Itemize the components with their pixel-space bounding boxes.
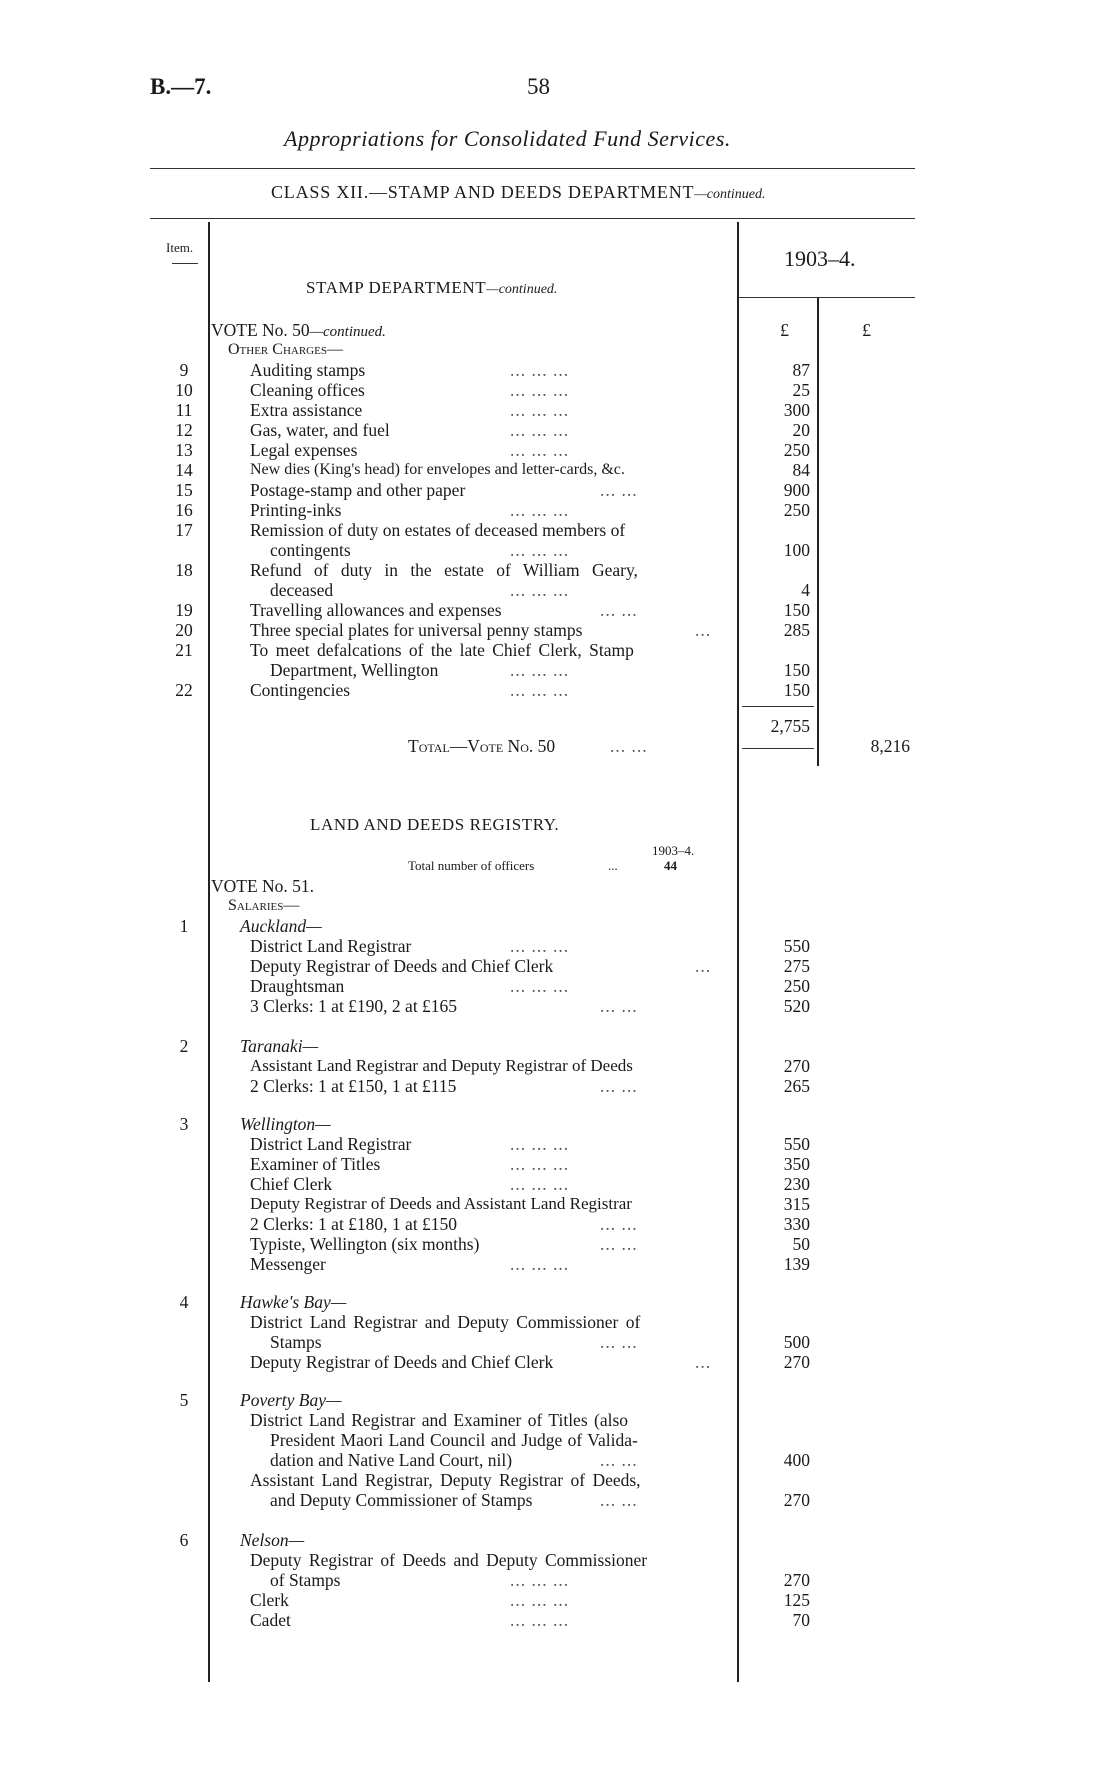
item-label: Gas, water, and fuel [250, 420, 390, 440]
salary-row [0, 1490, 1114, 1510]
leader-dots: ... ... ... [510, 976, 570, 996]
item-number: 3 [179, 1114, 189, 1134]
region-row [0, 1390, 1114, 1410]
leader-dots: ... ... [600, 480, 638, 500]
salary-label: District Land Registrar and Examiner of Titles (also [250, 1410, 629, 1430]
item-number: 15 [175, 480, 193, 500]
region-row [0, 1530, 1114, 1550]
region-name: Poverty Bay— [240, 1390, 342, 1410]
region-row [0, 916, 1114, 936]
salary-row [0, 1056, 1114, 1076]
stamp-subtotal: 2,755 [770, 716, 810, 736]
item-number: 14 [175, 460, 193, 480]
item-number: 16 [175, 500, 193, 520]
salary-amount: 550 [783, 1134, 810, 1154]
officers-count: 44 [664, 858, 677, 873]
currency-left: £ [780, 320, 789, 340]
item-number: 6 [179, 1530, 189, 1550]
salary-label: Draughtsman [250, 976, 345, 996]
item-label: Printing-inks [250, 500, 342, 520]
region-row [0, 1114, 1114, 1134]
item-label: Cleaning offices [250, 380, 365, 400]
salary-label: 3 Clerks: 1 at £190, 2 at £165 [250, 996, 458, 1016]
leader-dots: ... [695, 956, 712, 976]
currency-right: £ [862, 320, 871, 340]
officers-dots: ... [608, 858, 618, 873]
vote-50-total: 8,216 [870, 736, 910, 756]
region-name: Auckland— [240, 916, 322, 936]
item-amount: 250 [783, 440, 810, 460]
year-column-header: 1903–4. [784, 246, 856, 271]
item-label: Legal expenses [250, 440, 358, 460]
item-amount: 20 [792, 420, 810, 440]
stamp-item-row [0, 480, 1114, 500]
salary-amount: 275 [783, 956, 810, 976]
officers-year: 1903–4. [652, 843, 695, 858]
salary-row [0, 1076, 1114, 1096]
item-number: 22 [175, 680, 193, 700]
region-name: Taranaki— [240, 1036, 319, 1056]
salary-label: District Land Registrar [250, 1134, 412, 1154]
stamp-item-row [0, 380, 1114, 400]
item-amount: 25 [792, 380, 810, 400]
salary-label: Deputy Registrar of Deeds and Chief Clerk [250, 956, 554, 976]
salary-label: Typiste, Wellington (six months) [250, 1234, 480, 1254]
leader-dots: ... [695, 1352, 712, 1372]
salary-label: Messenger [250, 1254, 326, 1274]
salary-label: 2 Clerks: 1 at £150, 1 at £115 [250, 1076, 457, 1096]
salary-label: President Maori Land Council and Judge of Valida- [270, 1430, 638, 1450]
year-header-rule [737, 297, 915, 298]
page-title: Appropriations for Consolidated Fund Services. [284, 126, 731, 151]
salary-amount: 270 [783, 1570, 810, 1590]
stamp-item-row [0, 520, 1114, 540]
item-number: 4 [179, 1292, 189, 1312]
item-number: 1 [179, 916, 189, 936]
region-row [0, 1036, 1114, 1056]
salary-label: District Land Registrar [250, 936, 412, 956]
leader-dots: ... ... ... [510, 360, 570, 380]
salary-row [0, 1154, 1114, 1174]
item-header-underline [172, 263, 198, 264]
item-number: 11 [175, 400, 193, 420]
salary-label: of Stamps [270, 1570, 341, 1590]
stamp-item-row [0, 640, 1114, 660]
item-number: 10 [175, 380, 193, 400]
leader-dots: ... ... [600, 1450, 638, 1470]
leader-dots: ... ... ... [510, 936, 570, 956]
salary-amount: 50 [792, 1234, 810, 1254]
salary-row [0, 976, 1114, 996]
vote-50-row [0, 320, 1114, 340]
item-amount: 87 [792, 360, 810, 380]
salary-row [0, 1312, 1114, 1332]
region-name: Wellington— [240, 1114, 331, 1134]
item-label: Remission of duty on estates of deceased members of [250, 520, 626, 540]
land-section-heading: LAND AND DEEDS REGISTRY. [310, 815, 560, 834]
title-rule [150, 168, 915, 169]
leader-dots: ... ... [600, 996, 638, 1016]
table-top-rule [150, 218, 915, 219]
item-amount: 4 [801, 580, 810, 600]
item-number: 9 [179, 360, 189, 380]
item-number: 19 [175, 600, 193, 620]
item-number: 18 [175, 560, 193, 580]
vote-51-label: VOTE No. 51. [211, 876, 315, 896]
salary-row [0, 1332, 1114, 1352]
salary-amount: 270 [783, 1490, 810, 1510]
page-number: 58 [527, 74, 550, 99]
salary-row [0, 1134, 1114, 1154]
salary-row [0, 1352, 1114, 1372]
salary-label: Deputy Registrar of Deeds and Deputy Commissioner [250, 1550, 648, 1570]
salary-label: Assistant Land Registrar and Deputy Registrar of Deeds [250, 1056, 633, 1075]
leader-dots: ... ... [600, 1214, 638, 1234]
salary-amount: 125 [783, 1590, 810, 1610]
item-amount: 100 [783, 540, 810, 560]
leader-dots: ... ... ... [510, 1174, 570, 1194]
salary-label: and Deputy Commissioner of Stamps [270, 1490, 533, 1510]
stamp-heading-suffix: —continued. [486, 282, 558, 297]
item-column-header: Item. [166, 240, 194, 255]
salaries-row [0, 896, 1114, 916]
leader-dots: ... ... [610, 736, 648, 756]
salary-label: Examiner of Titles [250, 1154, 381, 1174]
item-label-continued: Department, Wellington [270, 660, 439, 680]
leader-dots: ... ... [600, 1332, 638, 1352]
class-heading-suffix: —continued. [694, 187, 766, 202]
leader-dots: ... ... ... [510, 420, 570, 440]
salary-label: Chief Clerk [250, 1174, 333, 1194]
leader-dots: ... ... ... [510, 660, 570, 680]
salary-amount: 230 [783, 1174, 810, 1194]
region-name: Nelson— [240, 1530, 305, 1550]
leader-dots: ... ... ... [510, 680, 570, 700]
item-label-continued: deceased [270, 580, 334, 600]
salary-row [0, 1430, 1114, 1450]
salary-label: dation and Native Land Court, nil) [270, 1450, 513, 1470]
leader-dots: ... ... ... [510, 1610, 570, 1630]
leader-dots: ... ... ... [510, 1154, 570, 1174]
salary-label: Stamps [270, 1332, 322, 1352]
stamp-heading-text: STAMP DEPARTMENT [306, 278, 487, 297]
other-charges-row [0, 340, 1114, 360]
region-name: Hawke's Bay— [240, 1292, 347, 1312]
salary-amount: 270 [783, 1352, 810, 1372]
item-label-continued: contingents [270, 540, 351, 560]
salary-amount: 520 [783, 996, 810, 1016]
salary-row [0, 1610, 1114, 1630]
salary-row [0, 1590, 1114, 1610]
item-amount: 150 [783, 680, 810, 700]
item-label: New dies (King's head) for envelopes and letter-cards, &c. [250, 461, 625, 478]
salary-row [0, 996, 1114, 1016]
item-label: Contingencies [250, 680, 351, 700]
item-amount: 150 [783, 660, 810, 680]
leader-dots: ... ... ... [510, 580, 570, 600]
item-amount: 300 [783, 400, 810, 420]
salary-row [0, 1254, 1114, 1274]
salary-label: Deputy Registrar of Deeds and Assistant Land Registrar [250, 1194, 632, 1213]
leader-dots: ... [695, 620, 712, 640]
item-number: 12 [175, 420, 193, 440]
item-number: 17 [175, 520, 193, 540]
salary-amount: 400 [783, 1450, 810, 1470]
item-label: Travelling allowances and expenses [250, 600, 502, 620]
salary-amount: 139 [783, 1254, 810, 1274]
item-amount: 250 [783, 500, 810, 520]
item-number: 21 [175, 640, 193, 660]
salary-label: Clerk [250, 1590, 289, 1610]
class-heading [271, 182, 765, 203]
leader-dots: ... ... ... [510, 500, 570, 520]
item-number: 20 [175, 620, 193, 640]
vote-50-text: VOTE No. 50 [211, 320, 310, 340]
item-amount: 285 [783, 620, 810, 640]
stamp-item-row [0, 500, 1114, 520]
salary-row [0, 1194, 1114, 1214]
salary-row [0, 1470, 1114, 1490]
item-number: 2 [179, 1036, 189, 1056]
salary-amount: 315 [783, 1194, 810, 1214]
salary-amount: 265 [783, 1076, 810, 1096]
salary-row [0, 1570, 1114, 1590]
stamp-item-row [0, 420, 1114, 440]
item-label: Three special plates for universal penny stamps [250, 620, 583, 640]
leader-dots: ... ... ... [510, 440, 570, 460]
salary-amount: 350 [783, 1154, 810, 1174]
stamp-item-row [0, 620, 1114, 640]
salary-amount: 330 [783, 1214, 810, 1234]
leader-dots: ... ... [600, 1076, 638, 1096]
stamp-item-row [0, 460, 1114, 480]
stamp-item-row-continued [0, 660, 1114, 680]
item-label: Extra assistance [250, 400, 363, 420]
vote-50-label [211, 320, 386, 342]
leader-dots: ... ... ... [510, 380, 570, 400]
stamp-item-row-continued [0, 540, 1114, 560]
salary-amount: 70 [792, 1610, 810, 1630]
subtotal-rule [742, 706, 814, 707]
leader-dots: ... ... ... [510, 1254, 570, 1274]
salary-row [0, 936, 1114, 956]
officers-label: Total number of officers [408, 858, 535, 873]
leader-dots: ... ... ... [510, 1134, 570, 1154]
vote-50-suffix: —continued. [309, 324, 386, 340]
salary-row [0, 1450, 1114, 1470]
salary-row [0, 1174, 1114, 1194]
stamp-item-row [0, 680, 1114, 700]
leader-dots: ... ... ... [510, 1590, 570, 1610]
stamp-item-row-continued [0, 580, 1114, 600]
stamp-item-row [0, 600, 1114, 620]
salary-row [0, 1410, 1114, 1430]
item-amount: 150 [783, 600, 810, 620]
salary-amount: 550 [783, 936, 810, 956]
stamp-section-heading [306, 278, 557, 298]
vote-51-row [0, 876, 1114, 896]
salary-label: Cadet [250, 1610, 291, 1630]
salary-label: Assistant Land Registrar, Deputy Registrar of Deeds, [250, 1470, 641, 1490]
vote-50-total-label: Total—Vote No. 50 [408, 736, 556, 756]
leader-dots: ... ... [600, 600, 638, 620]
item-label: To meet defalcations of the late Chief Clerk, Stamp [250, 640, 634, 660]
salary-row [0, 1234, 1114, 1254]
leader-dots: ... ... [600, 1490, 638, 1510]
leader-dots: ... ... [600, 1234, 638, 1254]
leader-dots: ... ... ... [510, 540, 570, 560]
class-heading-text: CLASS XII.—STAMP AND DEEDS DEPARTMENT [271, 182, 695, 202]
stamp-item-row [0, 440, 1114, 460]
salary-amount: 500 [783, 1332, 810, 1352]
item-label: Auditing stamps [250, 360, 366, 380]
leader-dots: ... ... ... [510, 1570, 570, 1590]
salaries-label: Salaries— [228, 897, 300, 914]
salary-label: District Land Registrar and Deputy Commissioner of [250, 1312, 641, 1332]
item-number: 13 [175, 440, 193, 460]
stamp-item-row [0, 400, 1114, 420]
item-label: Refund of duty in the estate of William Geary, [250, 560, 638, 580]
item-label: Postage-stamp and other paper [250, 480, 466, 500]
salary-label: 2 Clerks: 1 at £180, 1 at £150 [250, 1214, 458, 1234]
vote-50-total-row [0, 736, 1114, 756]
stamp-item-row [0, 360, 1114, 380]
salary-label: Deputy Registrar of Deeds and Chief Clerk [250, 1352, 554, 1372]
salary-amount: 250 [783, 976, 810, 996]
salary-row [0, 956, 1114, 976]
item-number: 5 [179, 1390, 189, 1410]
document-code: B.—7. [150, 74, 212, 99]
stamp-item-row [0, 560, 1114, 580]
item-amount: 900 [783, 480, 810, 500]
other-charges-label: Other Charges— [228, 341, 343, 358]
salary-amount: 270 [783, 1056, 810, 1076]
region-row [0, 1292, 1114, 1312]
item-amount: 84 [792, 460, 810, 480]
salary-row [0, 1550, 1114, 1570]
salary-row [0, 1214, 1114, 1234]
leader-dots: ... ... ... [510, 400, 570, 420]
